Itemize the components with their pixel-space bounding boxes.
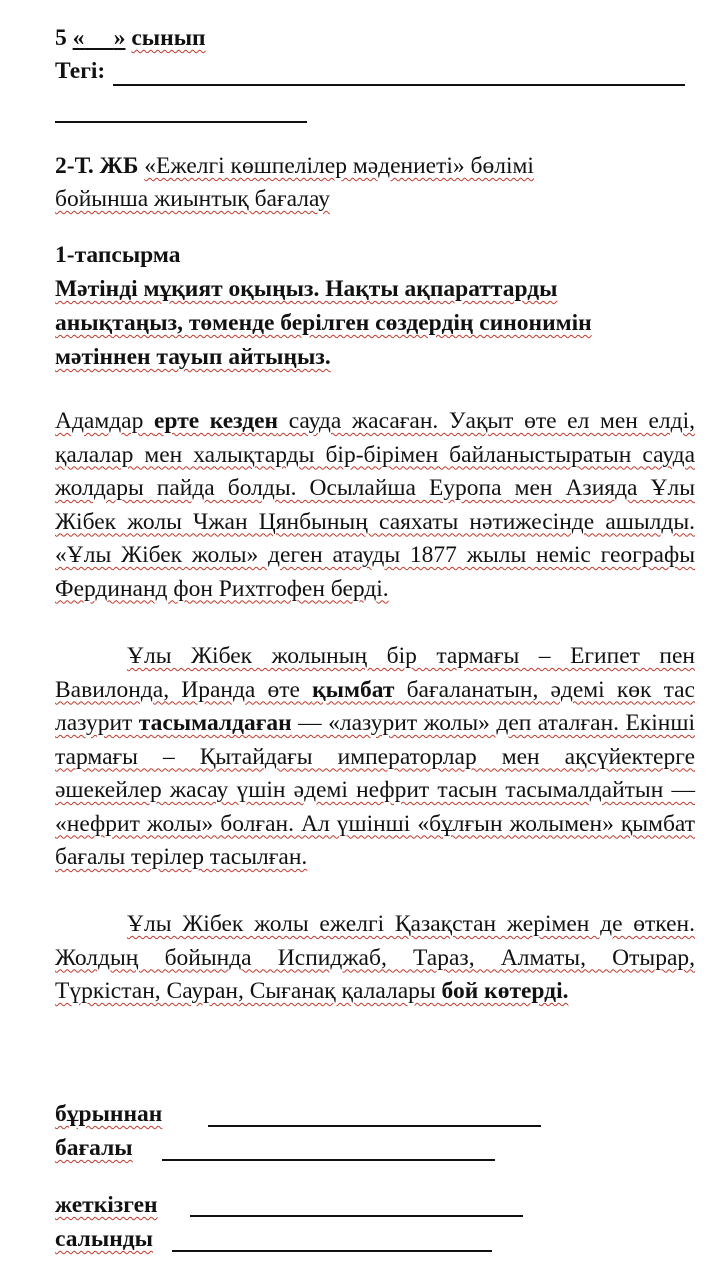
text-paragraph-2: Ұлы Жібек жолының бір тармағы – Египет пен Вавилонда, Иранда өте қымбат бағаланатын, әдемі көк тас лазурит тасымалдаған — «лазурит жолы» деп аталған. Екінші тармағы – Қытайдағы императорлар мен ақсүйектерге әшекейлер жасау үшін әдемі нефрит тасын тасымалдайтын — «нефрит жолы» болған. Ал үшінші «бұлғын жолымен» қымбат бағалы терілер тасылған. [55,643,695,870]
answer-blank-4[interactable] [172,1250,492,1252]
assessment-title-line2: бойынша жиынтық бағалау [55,186,330,212]
word-1: бұрыннан [55,1101,163,1127]
word-3: жеткізген [55,1192,158,1218]
grade-line [55,27,206,51]
task-instruction-line2: анықтаңыз, төменде берілген сөздердің синонимін [55,310,592,336]
word-2: бағалы [55,1135,133,1161]
surname-label: Тегі: [55,58,106,84]
task-label: 1-тапсырма [55,242,181,268]
text-paragraph-1: Адамдар ерте кезден сауда жасаған. Уақыт өте ел мен елді, қалалар мен халықтарды бір-бірімен байланыстыратын сауда жолдары пайда болды. Осылайша Еуропа мен Азияда Ұлы Жібек жолы Чжан Цянбының саяхаты нәтижесінде ашылды. «Ұлы Жібек жолы» деген атауды 1877 жылы неміс географы Фердинанд фон Рихтгофен берді. [55,408,695,602]
assessment-title [55,155,534,179]
answer-blank-3[interactable] [190,1215,523,1217]
answer-blank-1[interactable] [208,1125,541,1127]
grade-word: сынып [131,25,206,51]
grade-letter-blank[interactable]: « » [72,25,126,51]
task-instruction-line1: Мәтінді мұқият оқыңыз. Нақты ақпараттарды [55,276,558,302]
text-paragraph-3: Ұлы Жібек жолы ежелгі Қазақстан жерімен де өткен. Жолдың бойында Испиджаб, Тараз, Алматы, Отырар, Түркістан, Сауран, Сығанақ қалалары бой көтерді. [55,911,695,1004]
surname-blank-line[interactable] [113,84,685,86]
task-instruction-line3: мәтіннен тауып айтыңыз. [55,344,331,370]
word-4: салынды [55,1226,153,1252]
name-blank-line[interactable] [55,121,307,123]
grade-number: 5 [55,25,67,51]
assessment-title-text: «Ежелгі көшпелілер мәдениеті» бөлімі [144,153,534,179]
assessment-prefix: 2-Т. ЖБ [55,153,139,179]
answer-blank-2[interactable] [162,1159,495,1161]
